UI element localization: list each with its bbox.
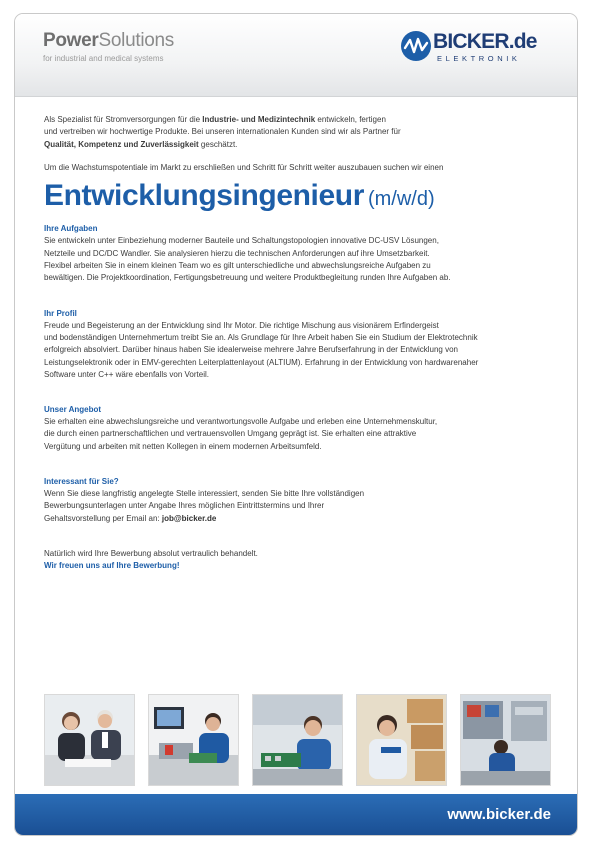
section-line — [44, 513, 554, 525]
section-line: Netzteile und DC/DC Wandler. Sie analysieren hierzu die technischen Anforderungen auf ihre Umsetzbarkeit. — [44, 248, 430, 258]
logo-wave-icon — [401, 31, 431, 61]
header-bar — [15, 14, 577, 97]
intro-text: entwickeln, fertigen — [315, 115, 386, 124]
section-line: Software unter C++ wäre ebenfalls von Vorteil. — [44, 369, 209, 379]
job-title — [44, 179, 554, 213]
intro-text: und vertreiben wir hochwertige Produkte. Bei unseren internationalen Kunden sind wir als Partner für — [44, 127, 401, 137]
section-contact — [44, 476, 554, 525]
confidential-note: Natürlich wird Ihre Bewerbung absolut vertraulich behandelt. — [44, 548, 258, 558]
intro-highlight: Qualität, Kompetenz und Zuverlässigkeit — [44, 139, 199, 149]
section-line: Flexibel arbeiten Sie in einem kleinen Team wo es gilt unterschiedliche und abwechslungsreiche Aufgaben zu — [44, 261, 431, 271]
section-line: bewältigen. Die Projektkoordination, Fertigungsbetreuung und weitere Produktbegleitung runden Ihre Aufgaben ab. — [44, 273, 451, 283]
photo-workbench — [252, 694, 343, 786]
contact-line-text: Gehaltsvorstellung per Email an: — [44, 513, 162, 523]
section-line: Sie entwickeln unter Einbeziehung moderner Bauteile und Schaltungstopologien innovative DC-USV Lösungen, — [44, 236, 439, 246]
section-tasks — [44, 223, 554, 284]
section-heading: Ihre Aufgaben — [44, 224, 98, 234]
brand-tagline: for industrial and medical systems — [43, 54, 164, 63]
section-line: Vergütung und arbeiten mit netten Kollegen in einem modernen Arbeitsumfeld. — [44, 441, 322, 451]
brand-title — [43, 30, 174, 52]
section-heading: Interessant für Sie? — [44, 477, 119, 487]
footer-bar — [15, 794, 577, 835]
photo-lab — [148, 694, 239, 786]
bicker-logo — [401, 27, 561, 67]
ad-content — [44, 114, 554, 573]
section-heading: Unser Angebot — [44, 405, 102, 415]
photo-test-station — [460, 694, 551, 786]
section-line: die durch einen partnerschaftlichen und vertrauensvollen Umgang geprägt ist. Sie erhalten eine attraktive — [44, 429, 417, 439]
job-ad-sheet — [14, 13, 578, 836]
website-link[interactable]: www.bicker.de — [447, 806, 551, 823]
photo-warehouse — [356, 694, 447, 786]
photo-meeting — [44, 694, 135, 786]
job-title-main: Entwicklungsingenieur — [44, 179, 364, 213]
section-line: Wenn Sie diese langfristig angelegte Stelle interessiert, senden Sie bitte Ihre vollständigen — [44, 489, 365, 499]
job-title-suffix: (m/w/d) — [367, 188, 435, 211]
section-heading: Ihr Profil — [44, 308, 77, 318]
section-line: Sie erhalten eine abwechslungsreiche und verantwortungsvolle Aufgabe und erleben eine Unternehmenskultur, — [44, 417, 438, 427]
email-link[interactable]: job@bicker.de — [161, 513, 217, 523]
section-profile — [44, 308, 554, 381]
section-line: erfolgreich absolviert. Darüber hinaus haben Sie idealerweise mehrere Jahre Berufserfahrung in der Entwicklung von — [44, 345, 459, 355]
logo-subtitle: ELEKTRONIK — [437, 54, 521, 63]
intro-text: geschätzt. — [198, 139, 238, 149]
intro-highlight: Industrie- und Medizintechnik — [202, 115, 316, 124]
brand-title-bold: Power — [43, 30, 99, 51]
section-line: Freude und Begeisterung an der Entwicklung sind Ihr Motor. Die richtige Mischung aus visionärem Erfindergeist — [44, 320, 439, 330]
section-line: Leistungselektronik oder in EMV-gerechten Leiterplattenlayout (ALTIUM). Erfahrung in der Entwicklung von hardwarenaher — [44, 357, 479, 367]
closing-line: Wir freuen uns auf Ihre Bewerbung! — [44, 561, 180, 571]
intro-paragraph — [44, 114, 554, 151]
intro-text: Als Spezialist für Stromversorgungen für die — [44, 115, 203, 124]
photo-strip — [44, 694, 550, 786]
intro-search-line: Um die Wachstumspotentiale im Markt zu erschließen und Schritt für Schritt weiter auszubauen suchen wir einen — [44, 162, 444, 172]
brand-title-light: Solutions — [98, 30, 174, 51]
section-line: und bodenständigen Unternehmertum treibt Sie an. Als Grundlage für Ihre Arbeit haben Sie ein Studium der Elektrotechnik — [44, 332, 478, 342]
section-line: Bewerbungsunterlagen unter Angabe Ihres möglichen Eintrittstermins und Ihrer — [44, 501, 325, 511]
section-offer — [44, 404, 554, 453]
logo-name: BICKER.de — [433, 30, 537, 53]
